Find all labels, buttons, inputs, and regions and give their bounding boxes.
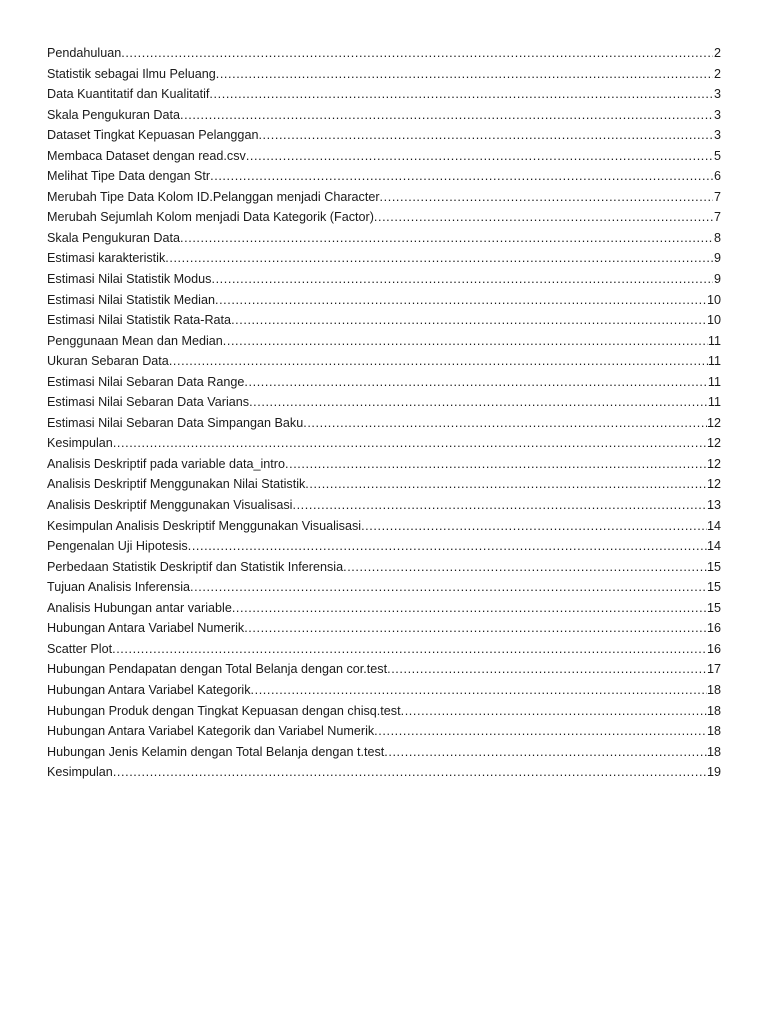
toc-entry-title: Skala Pengukuran Data <box>47 107 181 122</box>
toc-entry-page-number: 11 <box>707 333 721 348</box>
toc-entry[interactable] <box>47 474 721 495</box>
toc-dot-leader <box>112 639 707 660</box>
toc-entry-title: Analisis Hubungan antar variable <box>47 600 232 615</box>
toc-entry-page-number: 16 <box>706 641 721 656</box>
toc-entry[interactable] <box>47 762 721 783</box>
toc-dot-leader <box>244 372 708 393</box>
toc-entry-title: Tujuan Analisis Inferensia <box>47 580 191 595</box>
toc-entry-page-number: 16 <box>706 621 721 636</box>
toc-entry-title: Analisis Deskriptif pada variable data_intro <box>47 456 286 471</box>
toc-entry[interactable] <box>47 536 721 557</box>
toc-entry[interactable] <box>47 557 721 578</box>
toc-dot-leader <box>374 207 713 228</box>
toc-entry-page-number: 14 <box>706 518 721 533</box>
toc-entry[interactable] <box>47 146 721 167</box>
toc-entry[interactable] <box>47 187 721 208</box>
toc-dot-leader <box>190 577 707 598</box>
toc-entry-title: Statistik sebagai Ilmu Peluang <box>47 66 216 81</box>
toc-entry[interactable] <box>47 495 721 516</box>
toc-dot-leader <box>209 84 713 105</box>
toc-entry-page-number: 3 <box>713 87 721 102</box>
toc-entry-title: Dataset Tingkat Kepuasan Pelanggan <box>47 128 259 143</box>
toc-entry[interactable] <box>47 659 721 680</box>
toc-entry-title: Merubah Sejumlah Kolom menjadi Data Kategorik (Factor) <box>47 210 374 225</box>
toc-dot-leader <box>169 351 708 372</box>
toc-entry[interactable] <box>47 64 721 85</box>
toc-dot-leader <box>121 43 713 64</box>
toc-dot-leader <box>113 433 707 454</box>
toc-entry-title: Merubah Tipe Data Kolom ID.Pelanggan menjadi Character <box>47 189 380 204</box>
toc-entry-page-number: 12 <box>706 415 721 430</box>
toc-entry-title: Estimasi Nilai Sebaran Data Range <box>47 374 245 389</box>
toc-entry-title: Estimasi Nilai Statistik Modus <box>47 272 212 287</box>
toc-entry-title: Estimasi karakteristik <box>47 251 166 266</box>
toc-dot-leader <box>223 331 708 352</box>
toc-entry-title: Hubungan Jenis Kelamin dengan Total Belanja dengan t.test <box>47 744 385 759</box>
toc-entry-title: Pengenalan Uji Hipotesis <box>47 539 188 554</box>
toc-entry-title: Penggunaan Mean dan Median <box>47 333 223 348</box>
toc-entry[interactable] <box>47 680 721 701</box>
toc-entry-page-number: 19 <box>706 765 721 780</box>
toc-entry[interactable] <box>47 701 721 722</box>
toc-entry-page-number: 8 <box>713 230 721 245</box>
toc-entry-title: Hubungan Produk dengan Tingkat Kepuasan dengan chisq.test <box>47 703 401 718</box>
toc-dot-leader <box>305 474 707 495</box>
toc-dot-leader <box>401 701 707 722</box>
toc-dot-leader <box>384 742 707 763</box>
toc-entry-page-number: 12 <box>706 436 721 451</box>
toc-dot-leader <box>249 392 708 413</box>
toc-dot-leader <box>285 454 707 475</box>
toc-entry-page-number: 6 <box>713 169 721 184</box>
toc-dot-leader <box>180 228 713 249</box>
toc-entry[interactable] <box>47 598 721 619</box>
toc-entry-page-number: 9 <box>713 272 721 287</box>
toc-entry-title: Kesimpulan <box>47 436 113 451</box>
toc-entry[interactable] <box>47 516 721 537</box>
toc-entry-page-number: 18 <box>706 703 721 718</box>
toc-entry-title: Estimasi Nilai Sebaran Data Simpangan Baku <box>47 415 304 430</box>
toc-dot-leader <box>374 721 707 742</box>
toc-entry-page-number: 15 <box>706 580 721 595</box>
toc-entry[interactable] <box>47 742 721 763</box>
toc-entry[interactable] <box>47 351 721 372</box>
toc-entry-title: Analisis Deskriptif Menggunakan Visualisasi <box>47 498 293 513</box>
toc-entry[interactable] <box>47 248 721 269</box>
toc-dot-leader <box>343 557 707 578</box>
toc-entry[interactable] <box>47 331 721 352</box>
toc-entry-page-number: 18 <box>706 724 721 739</box>
toc-dot-leader <box>232 598 707 619</box>
toc-dot-leader <box>210 166 713 187</box>
toc-entry[interactable] <box>47 84 721 105</box>
toc-entry[interactable] <box>47 125 721 146</box>
toc-dot-leader <box>165 248 713 269</box>
toc-dot-leader <box>188 536 707 557</box>
toc-entry-title: Hubungan Pendapatan dengan Total Belanja dengan cor.test <box>47 662 388 677</box>
toc-dot-leader <box>113 762 707 783</box>
toc-entry-page-number: 2 <box>713 66 721 81</box>
toc-entry[interactable] <box>47 105 721 126</box>
toc-dot-leader <box>292 495 707 516</box>
toc-entry-page-number: 18 <box>706 682 721 697</box>
toc-dot-leader <box>244 618 707 639</box>
toc-entry-page-number: 7 <box>713 210 721 225</box>
toc-entry-page-number: 12 <box>706 477 721 492</box>
toc-dot-leader <box>387 659 707 680</box>
toc-entry[interactable] <box>47 290 721 311</box>
toc-entry[interactable] <box>47 269 721 290</box>
toc-entry-title: Hubungan Antara Variabel Kategorik <box>47 682 251 697</box>
toc-entry[interactable] <box>47 43 721 64</box>
toc-entry-title: Ukuran Sebaran Data <box>47 354 169 369</box>
toc-dot-leader <box>180 105 713 126</box>
toc-entry-title: Pendahuluan <box>47 46 122 60</box>
toc-entry-page-number: 11 <box>707 354 721 369</box>
toc-dot-leader <box>246 146 713 167</box>
toc-entry[interactable] <box>47 577 721 598</box>
toc-dot-leader <box>251 680 707 701</box>
toc-entry-title: Membaca Dataset dengan read.csv <box>47 148 246 163</box>
toc-entry[interactable] <box>47 721 721 742</box>
toc-entry-page-number: 14 <box>706 539 721 554</box>
table-of-contents <box>47 43 721 783</box>
toc-entry-page-number: 18 <box>706 744 721 759</box>
toc-entry-title: Hubungan Antara Variabel Numerik <box>47 621 245 636</box>
toc-entry[interactable] <box>47 166 721 187</box>
toc-entry-page-number: 9 <box>713 251 721 266</box>
toc-entry-page-number: 2 <box>713 46 721 60</box>
toc-dot-leader <box>211 269 713 290</box>
toc-dot-leader <box>380 187 713 208</box>
toc-entry[interactable] <box>47 433 721 454</box>
toc-entry-page-number: 15 <box>706 600 721 615</box>
toc-entry[interactable] <box>47 392 721 413</box>
toc-entry-page-number: 10 <box>706 292 721 307</box>
toc-entry-title: Estimasi Nilai Statistik Median <box>47 292 215 307</box>
toc-entry-title: Perbedaan Statistik Deskriptif dan Statistik Inferensia <box>47 559 344 574</box>
toc-entry-page-number: 11 <box>707 395 721 410</box>
toc-dot-leader <box>215 290 707 311</box>
toc-entry-title: Data Kuantitatif dan Kualitatif <box>47 87 210 102</box>
toc-entry[interactable] <box>47 372 721 393</box>
toc-entry[interactable] <box>47 639 721 660</box>
toc-entry-page-number: 13 <box>706 498 721 513</box>
toc-entry-page-number: 3 <box>713 128 721 143</box>
toc-entry-page-number: 3 <box>713 107 721 122</box>
toc-entry[interactable] <box>47 618 721 639</box>
toc-entry-title: Hubungan Antara Variabel Kategorik dan Variabel Numerik <box>47 724 375 739</box>
toc-entry-title: Kesimpulan Analisis Deskriptif Menggunakan Visualisasi <box>47 518 362 533</box>
toc-entry-title: Estimasi Nilai Statistik Rata-Rata <box>47 313 232 328</box>
toc-dot-leader <box>258 125 713 146</box>
toc-entry[interactable] <box>47 454 721 475</box>
toc-entry-page-number: 17 <box>706 662 721 677</box>
toc-entry-title: Melihat Tipe Data dengan Str <box>47 169 211 184</box>
toc-entry[interactable] <box>47 310 721 331</box>
toc-entry-page-number: 10 <box>706 313 721 328</box>
toc-entry[interactable] <box>47 228 721 249</box>
toc-entry-title: Scatter Plot <box>47 641 113 656</box>
toc-entry-page-number: 5 <box>713 148 721 163</box>
toc-entry-page-number: 11 <box>707 374 721 389</box>
toc-entry[interactable] <box>47 207 721 228</box>
toc-entry[interactable] <box>47 413 721 434</box>
toc-entry-title: Kesimpulan <box>47 765 113 780</box>
toc-dot-leader <box>231 310 707 331</box>
toc-entry-page-number: 7 <box>713 189 721 204</box>
toc-entry-page-number: 12 <box>706 456 721 471</box>
toc-entry-title: Skala Pengukuran Data <box>47 230 181 245</box>
toc-dot-leader <box>361 516 707 537</box>
toc-entry-title: Estimasi Nilai Sebaran Data Varians <box>47 395 250 410</box>
toc-entry-page-number: 15 <box>706 559 721 574</box>
toc-dot-leader <box>303 413 707 434</box>
toc-entry-title: Analisis Deskriptif Menggunakan Nilai Statistik <box>47 477 306 492</box>
toc-dot-leader <box>216 64 713 85</box>
